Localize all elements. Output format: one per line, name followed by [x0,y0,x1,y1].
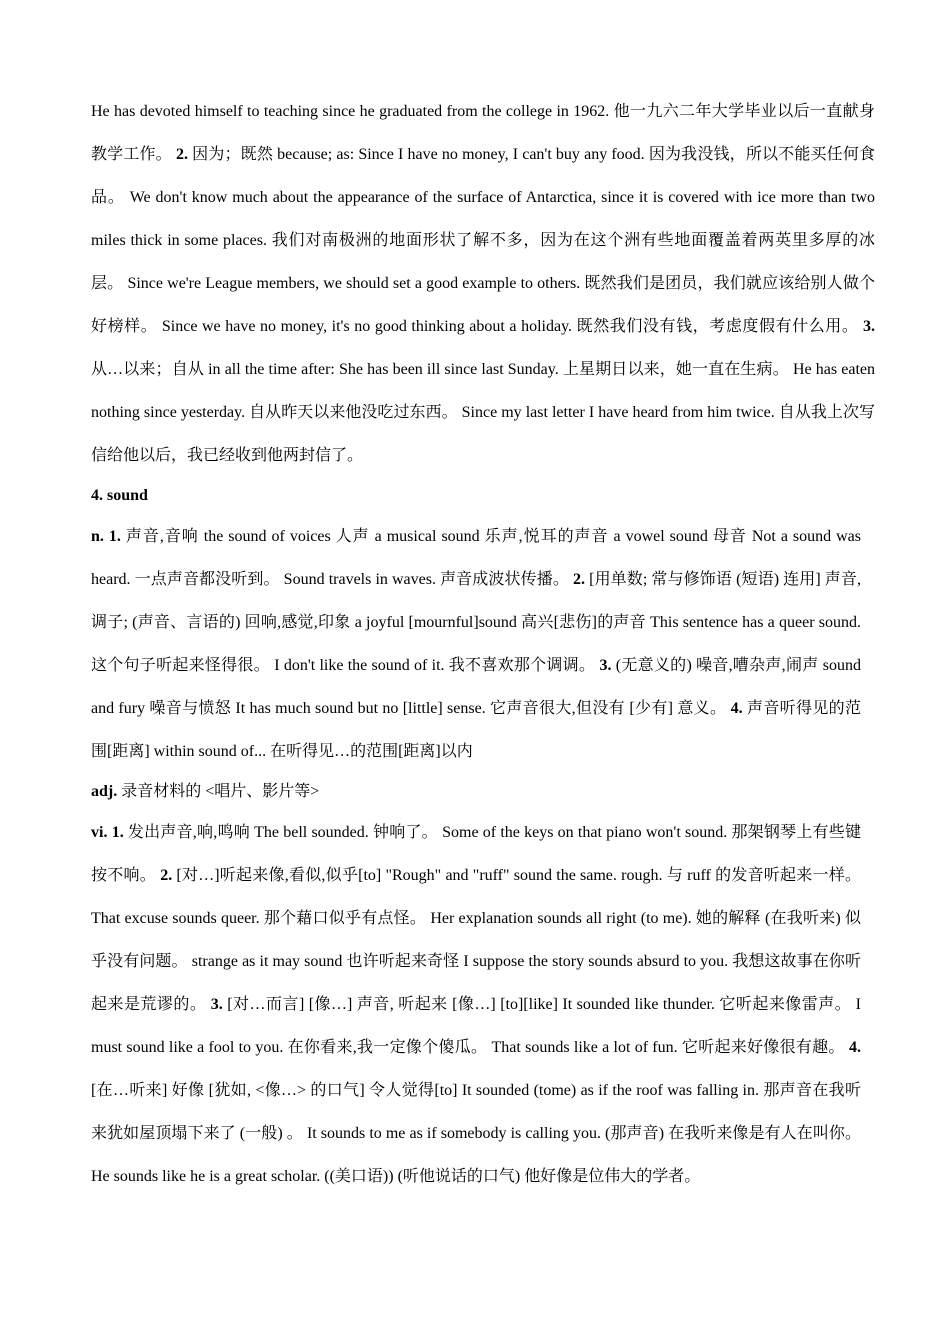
sound-noun-definitions [91,515,861,773]
verb-sense-4-number: 4. [849,1039,861,1056]
since-definitions [91,90,875,477]
verb-text-1: 发出声音,响,鸣响 The bell sounded. 钟响了。 Some of the keys on that piano won't sound. 那架钢琴上有些键按不响。 [91,824,862,884]
verb-sense-3-number: 3. [210,996,223,1013]
verb-text-2: [对…]听起来像,看似,似乎[to] "Rough" and "ruff" sound the same. rough. 与 ruff 的发音听起来一样。 That excuse sounds queer. 那个藉口似乎有点怪。 Her explanation sounds all right (to me). 她的解释 (在我听来) 似乎没有问题。 strange as it may sound 也许听起来奇怪 I suppose the story sounds absurd to you. 我想这故事在你听起来是荒谬的。 [91,867,861,1013]
since-text-1: He has devoted himself to teaching since he graduated from the college in 1962. 他一九六二年大学毕业以后一直献身教学工作。 [91,103,875,163]
noun-sense-3-number: 3. [599,657,612,674]
verb-sense-1-number: 1. [111,824,124,841]
since-sense-2-number: 2. [176,146,188,163]
verb-text-4: [在…听来] 好像 [犹如, <像…> 的口气] 令人觉得[to] It sounded (tome) as if the roof was falling in. 那声音在我听来犹如屋顶塌下来了 (一般) 。 It sounds to me as if somebody is calling you. (那声音) 在我听来像是有人在叫你。 He sounds like he is a great scholar. ((美口语)) (听他说话的口气) 他好像是位伟大的学者。 [91,1082,861,1185]
document-page [91,90,875,1198]
verb-pos-label: vi. [91,824,108,841]
sound-verb-definitions [91,811,861,1198]
adj-text: 录音材料的 <唱片、影片等> [117,783,320,800]
noun-sense-1-number: 1. [108,528,121,545]
noun-text-2: [用单数; 常与修饰语 (短语) 连用] 声音,调子; (声音、言语的) 回响,感觉,印象 a joyful [mournful]sound 高兴[悲伤]的声音 This sentence has a queer sound. 这个句子听起来怪得很。 I don't like the sound of it. 我不喜欢那个调调。 [91,571,861,674]
verb-text-3: [对…而言] [像…] 声音, 听起来 [像…] [to][like] It sounded like thunder. 它听起来像雷声。 I must sound like a fool to you. 在你看来,我一定像个傻瓜。 That sounds like a lot of fun. 它听起来好像很有趣。 [91,996,861,1056]
noun-sense-2-number: 2. [573,571,586,588]
sound-entry-heading: 4. sound [91,487,148,504]
noun-text-4: 声音听得见的范围[距离] within sound of... 在听得见…的范围[距离]以内 [91,700,861,760]
noun-text-3: (无意义的) 噪音,嘈杂声,闹声 sound and fury 噪音与愤怒 It has much sound but no [little] sense. 它声音很大,但没有 [少有] 意义。 [91,657,861,717]
noun-sense-4-number: 4. [730,700,743,717]
sound-adj-definition [91,773,861,811]
adj-pos-label: adj. [91,783,118,800]
noun-text-1: 声音,音响 the sound of voices 人声 a musical sound 乐声,悦耳的声音 a vowel sound 母音 Not a sound was heard. 一点声音都没听到。 Sound travels in waves. 声音成波状传播。 [91,528,861,588]
since-sense-3-number: 3. [863,318,875,335]
since-text-3: 从…以来；自从 in all the time after: She has been ill since last Sunday. 上星期日以来，她一直在生病。 He has eaten nothing since yesterday. 自从昨天以来他没吃过东西。 Since my last letter I have heard from him twice. 自从我上次写信给他以后，我已经收到他两封信了。 [91,361,875,464]
since-text-2: 因为；既然 because; as: Since I have no money, I can't buy any food. 因为我没钱，所以不能买任何食品。 We don't know much about the appearance of the surface of Antarctica, since it is covered with ice more than two miles thick in some places. 我们对南极洲的地面形状了解不多，因为在这个洲有些地面覆盖着两英里多厚的冰层。 Since we're League members, we should set a good example to others. 既然我们是团员，我们就应该给别人做个好榜样。 Since we have no money, it's no good thinking about a holiday. 既然我们没有钱，考虑度假有什么用。 [91,146,875,335]
noun-pos-label: n. [91,528,104,545]
verb-sense-2-number: 2. [160,867,173,884]
